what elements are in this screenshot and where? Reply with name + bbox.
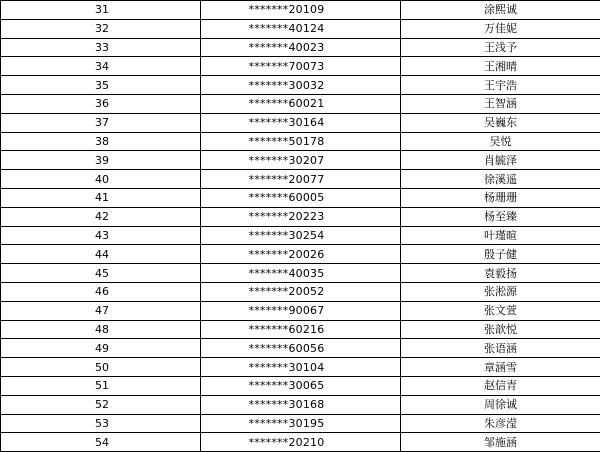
row-number-cell: 32: [1, 19, 201, 38]
row-number-cell: 36: [1, 94, 201, 113]
student-name-cell: 杨珊珊: [401, 188, 600, 207]
student-id-cell: *******50178: [201, 132, 401, 151]
student-name-cell: 吴巍东: [401, 113, 600, 132]
row-number-cell: 53: [1, 414, 201, 433]
student-id-cell: *******30164: [201, 113, 401, 132]
row-number-cell: 54: [1, 433, 201, 452]
student-id-cell: *******40035: [201, 264, 401, 283]
student-name-cell: 涂熙诚: [401, 1, 600, 20]
student-id-cell: *******30207: [201, 151, 401, 170]
table-row: [1, 113, 600, 132]
row-number-cell: 42: [1, 207, 201, 226]
table-row: [1, 395, 600, 414]
row-number-cell: 35: [1, 76, 201, 95]
table-row: [1, 94, 600, 113]
row-number-cell: 45: [1, 264, 201, 283]
student-id-cell: *******60005: [201, 188, 401, 207]
student-name-cell: 殷子健: [401, 245, 600, 264]
roster-body: [1, 1, 600, 452]
student-id-cell: *******60021: [201, 94, 401, 113]
row-number-cell: 34: [1, 57, 201, 76]
student-name-cell: 张歆悦: [401, 320, 600, 339]
student-name-cell: 赵信青: [401, 376, 600, 395]
student-name-cell: 邹施涵: [401, 433, 600, 452]
table-row: [1, 207, 600, 226]
table-row: [1, 76, 600, 95]
student-id-cell: *******30065: [201, 376, 401, 395]
student-id-cell: *******60056: [201, 339, 401, 358]
student-name-cell: 朱彦滢: [401, 414, 600, 433]
student-id-cell: *******20077: [201, 170, 401, 189]
row-number-cell: 48: [1, 320, 201, 339]
student-id-cell: *******20210: [201, 433, 401, 452]
table-row: [1, 301, 600, 320]
student-id-cell: *******30254: [201, 226, 401, 245]
table-row: [1, 1, 600, 20]
student-id-cell: *******30195: [201, 414, 401, 433]
row-number-cell: 44: [1, 245, 201, 264]
student-name-cell: 王智涵: [401, 94, 600, 113]
student-name-cell: 万佳妮: [401, 19, 600, 38]
student-id-cell: *******30032: [201, 76, 401, 95]
student-name-cell: 王湘晴: [401, 57, 600, 76]
student-id-cell: *******30104: [201, 358, 401, 377]
student-id-cell: *******20223: [201, 207, 401, 226]
student-name-cell: 王宇浩: [401, 76, 600, 95]
student-name-cell: 张文萱: [401, 301, 600, 320]
student-id-cell: *******20026: [201, 245, 401, 264]
table-row: [1, 170, 600, 189]
table-row: [1, 320, 600, 339]
student-name-cell: 叶瑾暄: [401, 226, 600, 245]
row-number-cell: 50: [1, 358, 201, 377]
student-id-cell: *******40124: [201, 19, 401, 38]
table-row: [1, 38, 600, 57]
table-row: [1, 57, 600, 76]
table-row: [1, 376, 600, 395]
student-name-cell: 袁毅扬: [401, 264, 600, 283]
student-id-cell: *******90067: [201, 301, 401, 320]
student-name-cell: 吴悦: [401, 132, 600, 151]
student-name-cell: 张语涵: [401, 339, 600, 358]
student-id-cell: *******40023: [201, 38, 401, 57]
row-number-cell: 47: [1, 301, 201, 320]
table-row: [1, 282, 600, 301]
student-name-cell: 周徐诚: [401, 395, 600, 414]
student-id-cell: *******20052: [201, 282, 401, 301]
student-id-cell: *******30168: [201, 395, 401, 414]
row-number-cell: 39: [1, 151, 201, 170]
row-number-cell: 38: [1, 132, 201, 151]
student-name-cell: 杨至臻: [401, 207, 600, 226]
row-number-cell: 52: [1, 395, 201, 414]
row-number-cell: 51: [1, 376, 201, 395]
row-number-cell: 31: [1, 1, 201, 20]
row-number-cell: 46: [1, 282, 201, 301]
row-number-cell: 41: [1, 188, 201, 207]
table-row: [1, 226, 600, 245]
table-row: [1, 19, 600, 38]
table-row: [1, 339, 600, 358]
student-name-cell: 肖毓泽: [401, 151, 600, 170]
table-row: [1, 433, 600, 452]
table-row: [1, 264, 600, 283]
student-name-cell: 王浅予: [401, 38, 600, 57]
row-number-cell: 37: [1, 113, 201, 132]
row-number-cell: 40: [1, 170, 201, 189]
student-name-cell: 章涵雪: [401, 358, 600, 377]
row-number-cell: 43: [1, 226, 201, 245]
student-id-cell: *******70073: [201, 57, 401, 76]
table-row: [1, 132, 600, 151]
student-name-cell: 张淞源: [401, 282, 600, 301]
student-id-cell: *******60216: [201, 320, 401, 339]
table-row: [1, 188, 600, 207]
student-id-cell: *******20109: [201, 1, 401, 20]
table-row: [1, 245, 600, 264]
row-number-cell: 33: [1, 38, 201, 57]
row-number-cell: 49: [1, 339, 201, 358]
student-name-cell: 徐溪遥: [401, 170, 600, 189]
table-row: [1, 358, 600, 377]
table-row: [1, 151, 600, 170]
table-row: [1, 414, 600, 433]
